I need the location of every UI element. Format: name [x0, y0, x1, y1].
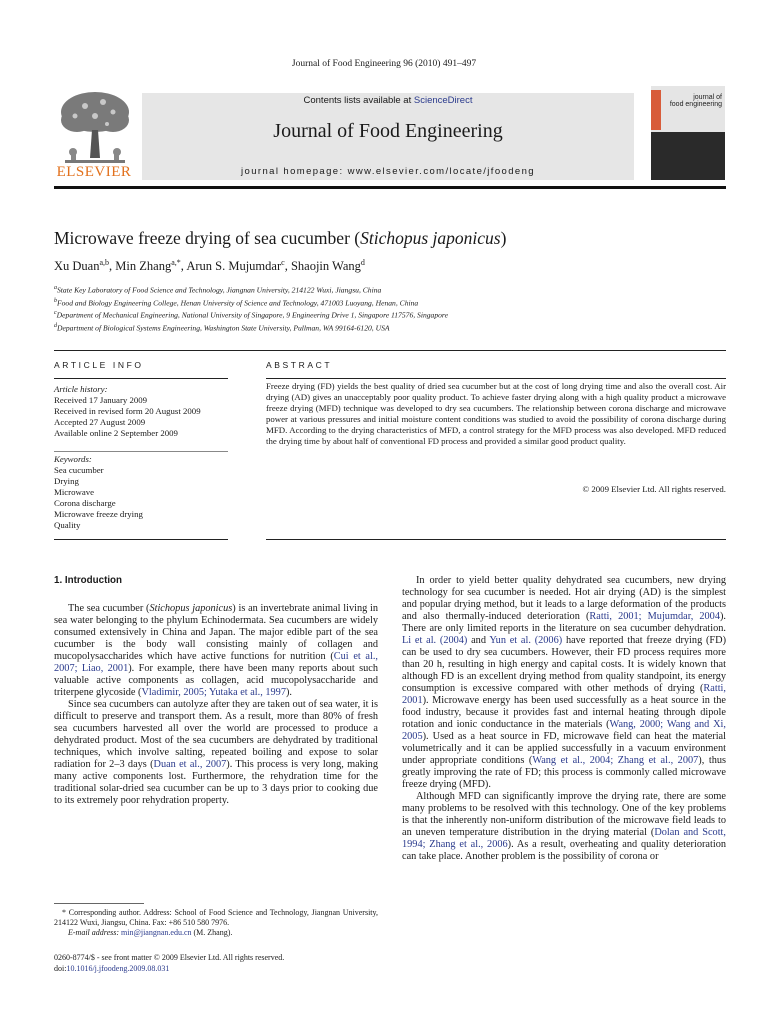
affiliation: $^b$Food and Biology Engineering College, Henan University of Science and Technology, 471003 Luoyang, Henan, China — [54, 297, 419, 308]
reference-link[interactable]: Wang, 2000; Wang and Xi, 2005 — [402, 719, 726, 742]
abstract-heading: ABSTRACT — [266, 360, 333, 370]
keyword: Sea cucumber — [54, 465, 104, 475]
author-separator: , — [109, 259, 116, 274]
elsevier-tree-logo-icon — [55, 86, 135, 166]
doi-link[interactable]: 10.1016/j.jfoodeng.2009.08.031 — [66, 964, 170, 973]
author-affiliation-mark: a,b — [99, 258, 110, 267]
reference-link[interactable]: Cui et al., 2007; Liao, 2001 — [54, 651, 378, 674]
journal-citation: Journal of Food Engineering 96 (2010) 491–497 — [291, 59, 477, 69]
sciencedirect-link[interactable]: ScienceDirect — [413, 95, 473, 106]
header-rule — [54, 186, 726, 189]
journal-title: Journal of Food Engineering — [273, 120, 503, 142]
history-item: Received 17 January 2009 — [54, 395, 148, 405]
history-item: Received in revised form 20 August 2009 — [54, 406, 201, 416]
publisher-logo: ELSEVIER — [56, 164, 132, 180]
reference-link[interactable]: Wang et al., 2004; Zhang et al., 2007 — [532, 755, 699, 766]
section-heading: 1. Introduction — [54, 575, 123, 586]
journal-homepage[interactable]: journal homepage: www.elsevier.com/locate/jfoodeng — [241, 166, 535, 177]
author-name: Xu Duan — [54, 259, 100, 274]
contents-prefix: Contents lists available at — [303, 95, 414, 106]
keywords-block: Keywords: Sea cucumber Drying Microwave Corona discharge Microwave freeze drying Quality — [54, 454, 228, 531]
section-rule — [54, 350, 726, 351]
right-column — [402, 575, 726, 863]
contents-line — [142, 95, 634, 106]
keyword: Corona discharge — [54, 498, 116, 508]
email-link[interactable]: min@jiangnan.edu.cn — [121, 928, 192, 937]
author-name: Shaojin Wang — [290, 259, 361, 274]
article-title: Microwave freeze drying of sea cucumber (Stichopus japonicus) — [54, 228, 507, 248]
article-history: Article history: Received 17 January 2009 Received in revised form 20 August 2009 Accepted 27 August 2009 Available online 2 September 2009 — [54, 384, 228, 439]
affiliation: $^d$Department of Biological Systems Engineering, Washington State University, Pullman, WA 99164-6120, USA — [54, 322, 390, 333]
author-affiliation-mark: a,* — [171, 258, 181, 267]
author-name: Min Zhang — [115, 259, 172, 274]
reference-link[interactable]: Dolan and Scott, 1994; Zhang et al., 2006 — [402, 827, 726, 850]
author-separator: , — [284, 259, 291, 274]
reference-link[interactable]: Li et al. (2004) — [402, 635, 468, 646]
keyword: Quality — [54, 520, 81, 530]
reference-link[interactable]: Duan et al., 2007 — [153, 759, 227, 770]
cover-title: journal of food engineering — [669, 94, 722, 108]
issn-line: 0260-8774/$ - see front matter © 2009 Elsevier Ltd. All rights reserved. — [54, 953, 285, 962]
author-name: Arun S. Mujumdar — [186, 259, 282, 274]
affiliation-list — [54, 283, 448, 333]
reference-link[interactable]: Vladimir, 2005; Yutaka et al., 1997 — [141, 687, 286, 698]
history-item: Available online 2 September 2009 — [54, 428, 178, 438]
affiliation: $^a$State Key Laboratory of Food Science and Technology, Jiangnan University, 214122 Wuxi, Jiangsu, China — [54, 285, 382, 295]
keyword: Microwave — [54, 487, 95, 497]
reference-link[interactable]: Ratti, 2001; Mujumdar, 2004 — [589, 611, 720, 622]
author-affiliation-mark: d — [360, 258, 365, 267]
paragraph: The sea cucumber (Stichopus japonicus) is an invertebrate animal living in sea water belonging to the phylum Echinodermata. Sea cucumbers are widely consumed extensively in China and Japan. The major edible part of the sea cucumber is the body wall consisting mainly of collagen and mucopolysaccharides which have active functions for nutrition (Cui et al., 2007; Liao, 2001). For example, there have been many reports about such valuable active components as collagen, acid mucopolysaccharide and triterpene glycoside (Vladimir, 2005; Yutaka et al., 1997). — [54, 603, 379, 698]
keyword: Drying — [54, 476, 79, 486]
left-column — [54, 603, 378, 807]
author-separator: , — [180, 259, 187, 274]
journal-cover-image — [651, 86, 725, 180]
footnote-rule — [54, 903, 144, 904]
copyright-notice: © 2009 Elsevier Ltd. All rights reserved. — [582, 484, 726, 494]
abstract-text: Freeze drying (FD) yields the best quality of dried sea cucumber but at the cost of long drying time and also the overall cost. Air drying (AD) gives an unacceptably poor quality product. To achieve faster drying along with a high quality product a microwave freeze drying (MFD) technique was developed to dry sea cucumbers. The relationship between corona discharge and microwave power at various pressures and initial moisture content conditions was studied to avoid the possibility of corona discharge during MFD. According to the drying characteristics of MFD, a control strategy for the MFD process was also developed. MFD reduced the drying time by about half of conventional FD process and provided a similar good product quality. — [266, 381, 726, 446]
doi-line: doi:10.1016/j.jfoodeng.2009.08.031 — [54, 964, 170, 973]
paragraph: Although MFD can significantly improve the drying rate, there are some many problems to be resolved with this technology. One of the key problems is that the inherently non-uniform distribution of the microwave field leads to an uneven temperature distribution in the drying material (Dolan and Scott, 1994; Zhang et al., 2006). As a result, overheating and quality deterioration can take place. Another problem is the possibility of corona or — [402, 791, 726, 862]
info-rule-top — [54, 378, 228, 379]
corresponding-author-footnote: * Corresponding author. Address: School of Food Science and Technology, Jiangnan University, 214122 Wuxi, Jiangsu, China. Fax: +86 510 580 7976. E-mail address: min@jiangnan.edu.cn (M. Zhang). — [54, 908, 378, 937]
affiliation: $^c$Department of Mechanical Engineering, National University of Singapore, 9 Engineering Drive 1, Singapore 117576, Singapore — [54, 310, 448, 320]
abstract-rule-bottom — [266, 539, 726, 540]
author-affiliation-mark: c — [281, 258, 285, 267]
author-list — [54, 258, 365, 274]
history-item: Accepted 27 August 2009 — [54, 417, 146, 427]
reference-link[interactable]: Yun et al. (2006) — [489, 635, 563, 646]
article-info-heading: ARTICLE INFO — [54, 360, 144, 370]
reference-link[interactable]: Ratti, 2001 — [402, 683, 726, 706]
abstract-rule-top — [266, 378, 726, 379]
info-rule-mid — [54, 451, 228, 452]
keyword: Microwave freeze drying — [54, 509, 143, 519]
info-rule-bottom — [54, 539, 228, 540]
paragraph: Since sea cucumbers can autolyze after they are taken out of sea water, it is difficult to preserve and transport them. As a result, more than 80% of fresh sea cucumbers harvested all over the world are processed to produce a dehydrated product. Most of the sea cucumbers are dehydrated by traditional techniques, which involve salting, repeated boiling and expose to solar radiation for 2–3 days (Duan et al., 2007). This process is very long, making many active components lost. Furthermore, the rehydration time for the traditional solar-dried sea cucumber can be up to 3 days prior to cooking due to its extremely poor rehydration property. — [54, 699, 378, 806]
paragraph: In order to yield better quality dehydrated sea cucumbers, new drying technology for sea cucumber is needed. Hot air drying (AD) is the simplest and popular drying method, but it leads to a large deformation of the products and also thermally-induced deterioration (Ratti, 2001; Mujumdar, 2004). There are only limited reports in the literature on sea cucumber dehydration. Li et al. (2004) and Yun et al. (2006) have reported that freeze drying (FD) can be used to dry sea cucumbers. However, their FD process requires more than 20 h, resulting in high energy and capital costs. It is widely known that although FD is an excellent drying method from quality standpoint, its energy consumption is excessive compared with other methods of drying (Ratti, 2001). Microwave energy has been used successfully as a heat source in the food industry, because it provides fast and internal heating through dipole rotation and ionic conductance in the materials (Wang, 2000; Wang and Xi, 2005). Used as a heat source in FD, microwave field can heat the material volumetrically and it can be applied successfully in a vacuum environment under appropriate conditions (Wang et al., 2004; Zhang et al., 2007), thus greatly improving the rate of FD; this process is commonly called microwave freeze drying (MFD). — [402, 575, 727, 790]
